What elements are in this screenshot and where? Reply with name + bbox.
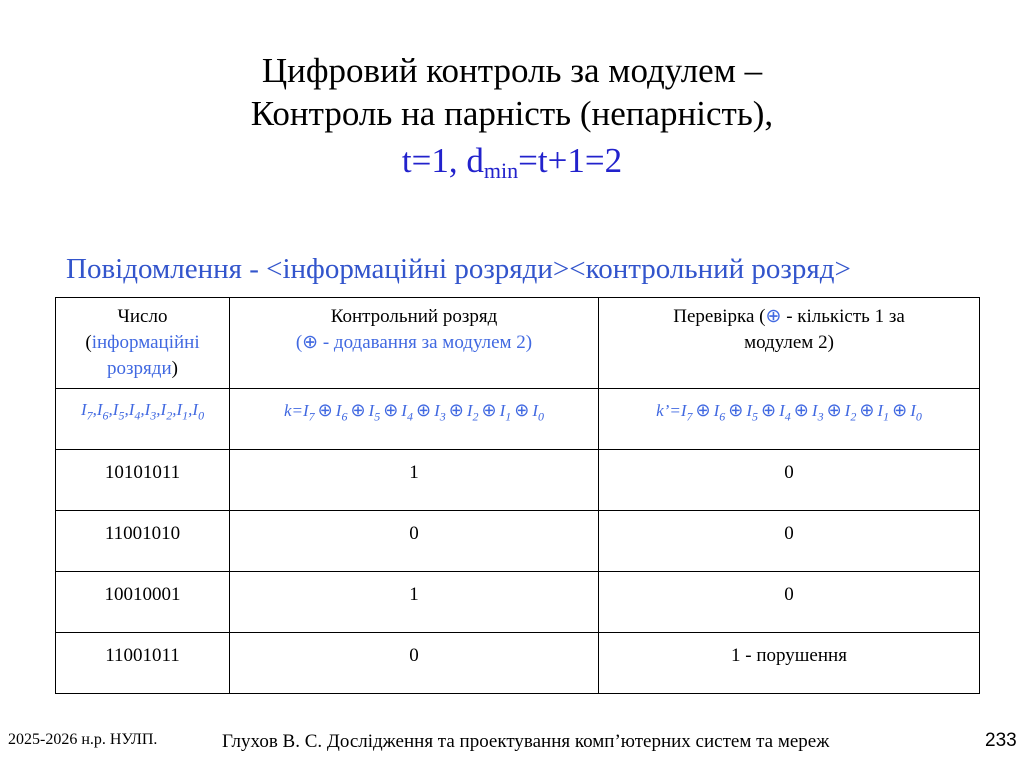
header-control-bit <box>230 298 599 389</box>
xor-symbol: ⊕ <box>728 400 744 420</box>
xor-symbol: ⊕ <box>514 400 530 420</box>
xor-symbol: ⊕ <box>765 306 782 327</box>
header-number <box>56 298 230 389</box>
table-row <box>56 633 980 694</box>
cell-check: 0 <box>599 572 980 633</box>
bit-var: $I_5$ <box>368 401 381 424</box>
cell-check: 0 <box>599 511 980 572</box>
bit-var: $I_5$ <box>746 401 759 424</box>
bit-var: $I_2$ <box>466 401 479 424</box>
cell-k: 1 <box>230 572 599 633</box>
xor-symbol: ⊕ <box>481 400 497 420</box>
cell-check: 1 - порушення <box>599 633 980 694</box>
formula-text: k’= <box>656 401 681 420</box>
label-xor: (⊕ - додавання за модулем 2) <box>295 332 533 353</box>
bit-var: $I_1$ <box>877 401 890 424</box>
bit-var: $I_3$ <box>144 400 157 423</box>
formula-text: , <box>92 400 97 419</box>
formula-text: , <box>140 400 145 419</box>
cell-k: 0 <box>230 633 599 694</box>
paren: ) <box>171 358 178 379</box>
xor-symbol: ⊕ <box>793 400 809 420</box>
label: Число <box>117 306 168 327</box>
bit-var: $I_4$ <box>779 401 791 424</box>
header-row <box>56 298 980 389</box>
bit-var: $I_1$ <box>176 400 189 423</box>
cell-k: 1 <box>230 450 599 511</box>
cell-number: 10010001 <box>56 572 230 633</box>
bit-var: $I_0$ <box>532 401 545 424</box>
bit-var: $I_4$ <box>401 401 413 424</box>
bit-var: $I_3$ <box>811 401 824 424</box>
formula-text: , <box>172 400 177 419</box>
xor-symbol: ⊕ <box>761 400 777 420</box>
paren: ( <box>85 332 92 353</box>
bit-var: $I_6$ <box>713 401 726 424</box>
bit-var: $I_2$ <box>160 400 173 423</box>
message-format: Повідомлення - <інформаційні розряди><контрольний розряд> <box>66 253 851 285</box>
xor-symbol: ⊕ <box>859 400 875 420</box>
formula-bits <box>56 389 230 450</box>
title-d: =t+1=2 <box>518 141 623 180</box>
xor-symbol: ⊕ <box>415 400 432 420</box>
cell-number: 11001010 <box>56 511 230 572</box>
cell-check: 0 <box>599 450 980 511</box>
formula-text: k= <box>283 401 303 420</box>
formula-text: , <box>108 400 113 419</box>
formula-text: , <box>188 400 193 419</box>
table-row <box>56 450 980 511</box>
label: Контрольний розряд <box>330 306 498 327</box>
xor-symbol: ⊕ <box>695 400 711 420</box>
title-t: t=1, d <box>401 141 484 180</box>
label: Перевірка ( <box>673 306 766 327</box>
formula-k-check <box>599 389 980 450</box>
cell-k: 0 <box>230 511 599 572</box>
bit-var: $I_5$ <box>112 400 125 423</box>
cell-number: 10101011 <box>56 450 230 511</box>
label-info-bits: інформаційні розряди <box>91 332 200 379</box>
formula-text: , <box>124 400 129 419</box>
footer-author: Глухов В. С. Дослідження та проектування комп’ютерних систем та мереж <box>222 731 830 752</box>
xor-symbol: ⊕ <box>892 400 908 420</box>
bit-var: $I_4$ <box>128 400 141 423</box>
formula-row <box>56 389 980 450</box>
parity-table <box>55 297 980 694</box>
xor-symbol: ⊕ <box>826 400 842 420</box>
formula-text: , <box>156 400 161 419</box>
cell-number: 11001011 <box>56 633 230 694</box>
slide-title-line1: Цифровий контроль за модулем – <box>261 51 763 90</box>
xor-symbol: ⊕ <box>448 400 464 420</box>
header-check <box>599 298 980 389</box>
formula-k <box>230 389 599 450</box>
xor-symbol: ⊕ <box>350 400 366 420</box>
footer-year: 2025-2026 н.р. НУЛП. <box>8 731 158 748</box>
bit-var: $I_7$ <box>680 401 693 424</box>
page-number: 233 <box>985 730 1017 751</box>
bit-var: $I_0$ <box>910 401 922 424</box>
slide-title-line2: Контроль на парність (непарність), <box>250 94 774 133</box>
bit-var: $I_3$ <box>434 401 446 424</box>
slide-title-line3 <box>0 140 1024 192</box>
xor-symbol: ⊕ <box>317 400 333 420</box>
label: - кількість 1 за модулем 2) <box>744 306 905 353</box>
bit-var: $I_6$ <box>335 401 348 424</box>
bit-var: $I_1$ <box>499 401 512 424</box>
table-row <box>56 572 980 633</box>
bit-var: $I_6$ <box>96 400 109 423</box>
bit-var: $I_7$ <box>303 401 315 424</box>
bit-var: $I_7$ <box>80 400 93 423</box>
bit-var: $I_2$ <box>844 401 857 424</box>
table-row <box>56 511 980 572</box>
bit-var: $I_0$ <box>192 400 205 423</box>
title-sub: min <box>483 158 519 183</box>
xor-symbol: ⊕ <box>383 400 399 420</box>
